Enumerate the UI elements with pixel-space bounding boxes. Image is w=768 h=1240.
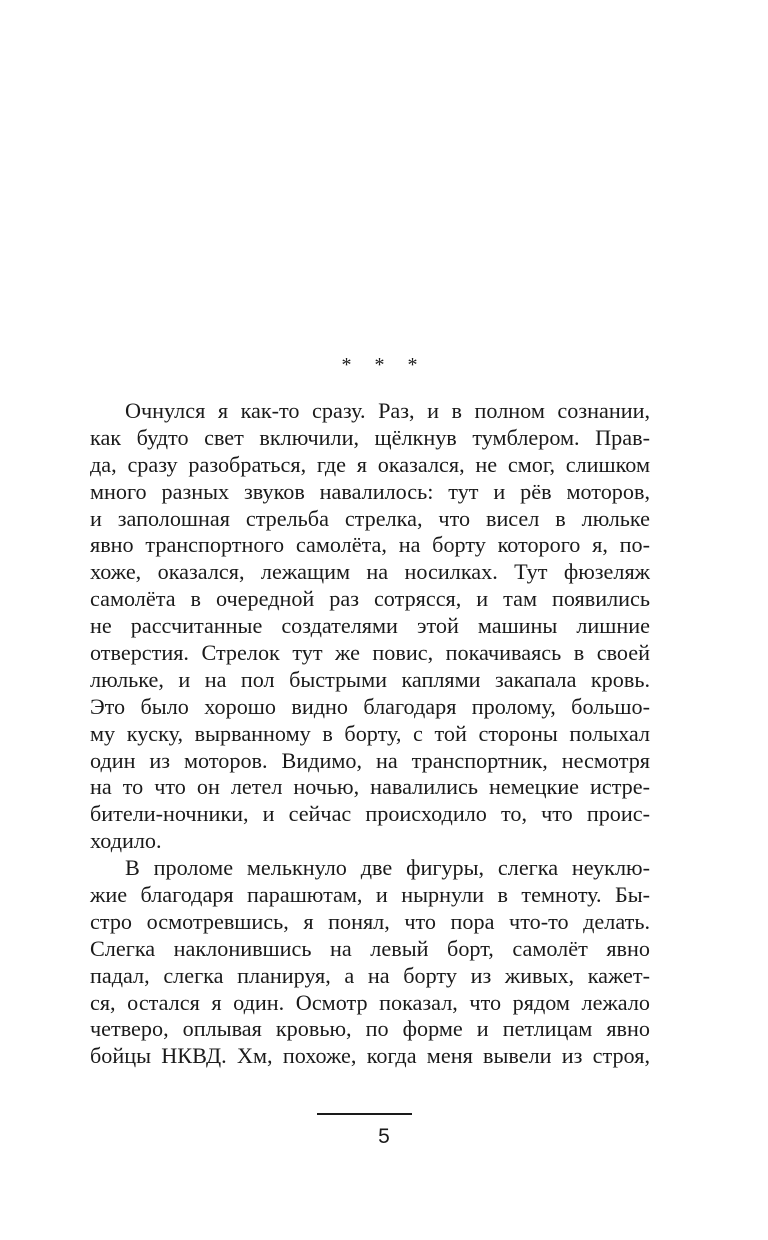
paragraph-1 xyxy=(90,398,650,855)
text-line: и заполошная стрельба стрелка, что висел в люльке xyxy=(90,505,650,531)
text-line: не рассчитанные создателями этой машины лишние xyxy=(90,613,650,639)
footer-rule xyxy=(317,1113,412,1115)
text-line: хоже, оказался, лежащим на носилках. Тут фюзеляж xyxy=(90,559,650,585)
text-line: много разных звуков навалилось: тут и рёв моторов, xyxy=(90,478,650,504)
text-line: ся, остался я один. Осмотр показал, что рядом лежало xyxy=(90,989,650,1015)
text-line: ходило. xyxy=(90,828,162,854)
text-line: бители-ночники, и сейчас происходило то, что проис- xyxy=(90,801,650,827)
text-line: на то что он летел ночью, навалились немецкие истре- xyxy=(90,774,650,800)
page-number: 5 xyxy=(378,1125,390,1148)
section-separator: * * * xyxy=(341,354,427,376)
body-text xyxy=(90,398,650,1070)
text-line: четверо, оплывая кровью, по форме и петлицам явно xyxy=(90,1016,650,1042)
text-line: Это было хорошо видно благодаря пролому, большо- xyxy=(90,693,650,719)
text-line: му куску, вырванному в борту, с той стороны полыхал xyxy=(90,720,650,746)
text-line: как будто свет включили, щёлкнув тумблером. Прав- xyxy=(90,424,650,450)
paragraph-2 xyxy=(90,855,650,1070)
text-line: бойцы НКВД. Хм, похоже, когда меня вывели из строя, xyxy=(90,1043,650,1069)
text-line: Очнулся я как-то сразу. Раз, и в полном сознании, xyxy=(125,398,650,423)
text-line: люльке, и на пол быстрыми каплями закапала кровь. xyxy=(90,666,650,692)
text-line: стро осмотревшись, я понял, что пора что-то делать. xyxy=(90,908,650,934)
text-line: да, сразу разобраться, где я оказался, не смог, слишком xyxy=(90,451,650,477)
text-line: падал, слегка планируя, а на борту из живых, кажет- xyxy=(90,962,650,988)
text-line: жие благодаря парашютам, и нырнули в темноту. Бы- xyxy=(90,882,650,908)
text-line: отверстия. Стрелок тут же повис, покачиваясь в своей xyxy=(90,640,650,666)
text-line: один из моторов. Видимо, на транспортник, несмотря xyxy=(90,747,650,773)
text-line: Слегка наклонившись на левый борт, самолёт явно xyxy=(90,935,650,961)
text-line: самолёта в очередной раз сотрясся, и там появились xyxy=(90,586,650,612)
text-line: явно транспортного самолёта, на борту которого я, по- xyxy=(90,532,650,558)
text-line: В проломе мелькнуло две фигуры, слегка неуклю- xyxy=(125,855,650,881)
